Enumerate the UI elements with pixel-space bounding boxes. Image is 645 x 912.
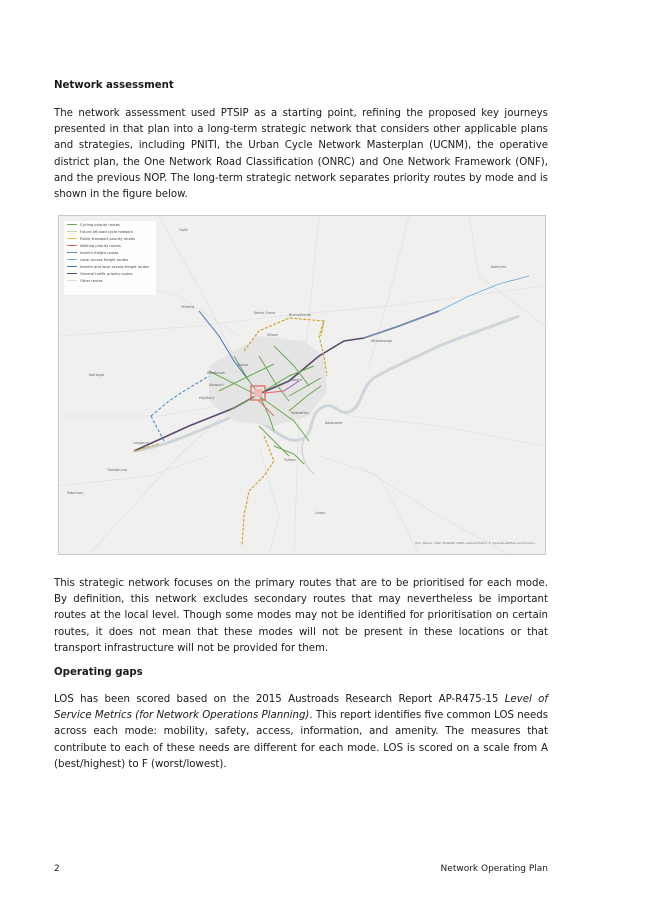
legend-item (64, 221, 156, 228)
legend-swatch (67, 273, 77, 274)
legend-label: Public transport priority routes (80, 236, 136, 241)
place-label-kelvin-grove: Kelvin Grove (254, 311, 276, 315)
place-label-whakarongo: Whakarongo (371, 339, 393, 343)
place-label-turitea: Turitea (284, 458, 296, 462)
legend-swatch (67, 266, 77, 267)
place-label-roslyn: Roslyn (291, 378, 303, 382)
place-label-kairanga: Kairanga (89, 373, 105, 377)
place-label-opiki: Opiki (179, 228, 188, 232)
place-label-linton: Linton (315, 511, 326, 515)
place-label-aokautere: Aokautere (325, 421, 343, 425)
legend-swatch (67, 280, 77, 281)
place-label-ashhurst: Ashhurst (491, 265, 507, 269)
footer-document-title: Network Operating Plan (440, 864, 548, 874)
legend-swatch (67, 231, 77, 232)
legend-item (64, 256, 156, 263)
legend-item (64, 277, 156, 284)
legend-item (64, 242, 156, 249)
paragraph-network-assessment: The network assessment used PTSIP as a starting point, refining the proposed key journeys presented in that plan into a long-term strategic network that considers other applicable plans and strategies, including PNITI, the Urban Cycle Network Masterplan (UCNM), the operative district plan, the One Network Road Classification (ONRC) and One Network Framework (ONF), and the previous NOP. The long-term strategic network separates priority routes by mode and is shown in the figure below. (54, 108, 548, 201)
map-legend (64, 221, 156, 295)
place-label-tokomaru: Tokomaru (67, 491, 84, 495)
legend-item (64, 270, 156, 277)
report-title-italic: Level of Service Metrics (for Network Operations Planning) (54, 694, 548, 722)
strategic-network-map (58, 215, 546, 555)
legend-item (64, 249, 156, 256)
place-label-awapuni: Awapuni (209, 383, 224, 387)
place-label-bunnythorpe: Bunnythorpe (289, 313, 311, 317)
legend-swatch (67, 252, 77, 253)
legend-label: Interim and local access freight routes (80, 264, 150, 269)
legend-label: Local access freight routes (80, 257, 129, 262)
place-label-hokowhitu: Hokowhitu (291, 411, 309, 415)
section-heading-network-assessment: Network assessment (54, 80, 174, 91)
place-label-takaro: Takaro (237, 363, 248, 367)
legend-swatch (67, 259, 77, 260)
map-attribution: Esri, Maxar, LINZ, StatsNZ, NIWA, Natural Earth, © OpenStreetMap contributors (415, 541, 535, 545)
place-label-highbury: Highbury (199, 396, 215, 400)
legend-swatch (67, 238, 77, 239)
legend-label: Walking priority routes (80, 243, 121, 248)
legend-item (64, 263, 156, 270)
place-label-milson: Milson (267, 333, 278, 337)
legend-label: Cycling priority routes (80, 222, 120, 227)
paragraph-operating-gaps (54, 692, 548, 773)
footer-page-number: 2 (54, 864, 60, 874)
paragraph-strategic-network: This strategic network focuses on the primary routes that are to be prioritised for each mode. By definition, this network excludes secondary routes that may nevertheless be important routes at the local level. Though some modes may not be identified for prioritisation on certain routes, it does not mean that these modes will not be present in these locations or that transport infrastructure will not be provided for them. (54, 578, 548, 654)
city-centre-square (254, 389, 262, 397)
legend-item (64, 235, 156, 242)
place-label-westbrook: Westbrook (207, 371, 225, 375)
place-label-longburn: Longburn (133, 441, 149, 445)
legend-item (64, 228, 156, 235)
legend-label: Future off-road cycle network (80, 229, 133, 234)
legend-label: Other routes (80, 278, 103, 283)
section-heading-operating-gaps: Operating gaps (54, 667, 143, 678)
place-label-feilding: Feilding (181, 305, 195, 309)
legend-swatch (67, 224, 77, 225)
los-text-part2: . This report identifies five common LOS needs across each mode: mobility, safety, access, information, and amenity. The measures that contribute to each of these needs are different for each mode. LOS is scored on a scale from A (best/highest) to F (worst/lowest). (54, 710, 548, 770)
place-label-tiakitahuna: Tiakitahuna (107, 468, 127, 472)
legend-label: Interim freight routes (80, 250, 119, 255)
legend-swatch (67, 245, 77, 246)
los-text-part1: LOS has been scored based on the 2015 Austroads Research Report AP-R475-15 (54, 694, 505, 705)
legend-label: General traffic priority routes (80, 271, 133, 276)
